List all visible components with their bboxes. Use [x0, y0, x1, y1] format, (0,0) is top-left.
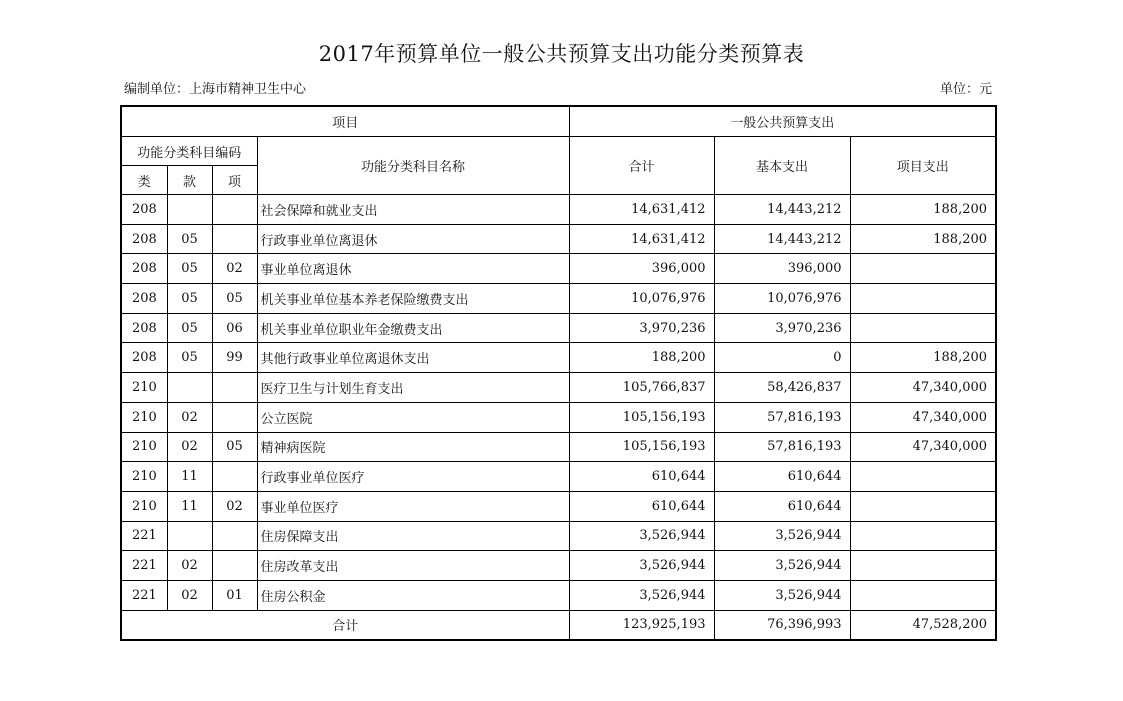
table-row: [121, 432, 996, 462]
cell-kuan: 05: [167, 313, 212, 343]
cell-project: 188,200: [850, 224, 996, 254]
cell-project: [850, 313, 996, 343]
cell-total: 105,156,193: [569, 402, 714, 432]
cell-lei: 210: [121, 491, 167, 521]
table-row: [121, 521, 996, 551]
cell-name: 医疗卫生与计划生育支出: [257, 373, 569, 403]
cell-name: 其他行政事业单位离退休支出: [257, 343, 569, 373]
cell-lei: 221: [121, 580, 167, 610]
cell-project: [850, 521, 996, 551]
cell-lei: 210: [121, 373, 167, 403]
cell-basic: 3,970,236: [714, 313, 850, 343]
cell-kuan: 05: [167, 343, 212, 373]
cell-kuan: 02: [167, 580, 212, 610]
table-row: [121, 224, 996, 254]
cell-lei: 208: [121, 224, 167, 254]
unit-label: 单位：元: [939, 82, 992, 97]
cell-xiang: 06: [212, 313, 257, 343]
cell-xiang: 02: [212, 254, 257, 284]
cell-lei: 208: [121, 195, 167, 225]
cell-name: 机关事业单位职业年金缴费支出: [257, 313, 569, 343]
cell-basic: 57,816,193: [714, 402, 850, 432]
cell-basic: 610,644: [714, 462, 850, 492]
cell-xiang: [212, 224, 257, 254]
cell-project: 188,200: [850, 343, 996, 373]
cell-xiang: [212, 402, 257, 432]
page-title: 2017年预算单位一般公共预算支出功能分类预算表: [318, 42, 805, 66]
cell-total: 105,766,837: [569, 373, 714, 403]
cell-name: 事业单位离退休: [257, 254, 569, 284]
cell-total: 610,644: [569, 491, 714, 521]
table-row: [121, 462, 996, 492]
cell-total: 610,644: [569, 462, 714, 492]
cell-name: 事业单位医疗: [257, 491, 569, 521]
cell-lei: 210: [121, 402, 167, 432]
cell-kuan: 05: [167, 284, 212, 314]
cell-lei: 208: [121, 254, 167, 284]
cell-basic: 14,443,212: [714, 224, 850, 254]
table-row: [121, 195, 996, 225]
cell-basic: 610,644: [714, 491, 850, 521]
cell-total: 3,526,944: [569, 580, 714, 610]
header-xiang: 项: [212, 166, 257, 195]
summary-basic: 76,396,993: [714, 610, 850, 640]
cell-xiang: [212, 373, 257, 403]
cell-project: 188,200: [850, 195, 996, 225]
cell-project: [850, 551, 996, 581]
cell-name: 行政事业单位医疗: [257, 462, 569, 492]
cell-kuan: 05: [167, 224, 212, 254]
table-body: [121, 195, 996, 611]
cell-project: 47,340,000: [850, 432, 996, 462]
cell-basic: 3,526,944: [714, 521, 850, 551]
cell-total: 14,631,412: [569, 224, 714, 254]
cell-basic: 10,076,976: [714, 284, 850, 314]
cell-project: 47,340,000: [850, 373, 996, 403]
table-row: [121, 284, 996, 314]
header-project-exp: 项目支出: [850, 137, 996, 195]
cell-xiang: [212, 462, 257, 492]
table-row: [121, 373, 996, 403]
cell-lei: 208: [121, 284, 167, 314]
table-row: [121, 313, 996, 343]
cell-project: [850, 284, 996, 314]
cell-project: [850, 254, 996, 284]
summary-project: 47,528,200: [850, 610, 996, 640]
cell-name: 机关事业单位基本养老保险缴费支出: [257, 284, 569, 314]
cell-kuan: 11: [167, 462, 212, 492]
cell-project: 47,340,000: [850, 402, 996, 432]
cell-name: 住房改革支出: [257, 551, 569, 581]
cell-xiang: [212, 551, 257, 581]
cell-name: 行政事业单位离退休: [257, 224, 569, 254]
cell-total: 396,000: [569, 254, 714, 284]
header-general-budget: 一般公共预算支出: [569, 106, 996, 137]
cell-project: [850, 462, 996, 492]
cell-total: 105,156,193: [569, 432, 714, 462]
cell-basic: 3,526,944: [714, 580, 850, 610]
header-basic: 基本支出: [714, 137, 850, 195]
org-label: 编制单位：上海市精神卫生中心: [124, 82, 307, 97]
cell-project: [850, 580, 996, 610]
cell-total: 10,076,976: [569, 284, 714, 314]
cell-total: 3,526,944: [569, 551, 714, 581]
table-row: [121, 491, 996, 521]
header-total: 合计: [569, 137, 714, 195]
cell-xiang: 01: [212, 580, 257, 610]
cell-kuan: 11: [167, 491, 212, 521]
cell-lei: 208: [121, 313, 167, 343]
cell-lei: 210: [121, 432, 167, 462]
summary-total: 123,925,193: [569, 610, 714, 640]
cell-kuan: [167, 373, 212, 403]
cell-lei: 221: [121, 521, 167, 551]
cell-kuan: 02: [167, 402, 212, 432]
cell-total: 3,970,236: [569, 313, 714, 343]
cell-xiang: 02: [212, 491, 257, 521]
cell-name: 精神病医院: [257, 432, 569, 462]
table-row: [121, 343, 996, 373]
cell-basic: 396,000: [714, 254, 850, 284]
cell-xiang: 99: [212, 343, 257, 373]
cell-kuan: [167, 521, 212, 551]
cell-total: 14,631,412: [569, 195, 714, 225]
table-row: [121, 551, 996, 581]
summary-label: 合计: [121, 610, 569, 640]
cell-xiang: [212, 521, 257, 551]
cell-total: 3,526,944: [569, 521, 714, 551]
cell-kuan: [167, 195, 212, 225]
cell-xiang: [212, 195, 257, 225]
cell-xiang: 05: [212, 432, 257, 462]
cell-name: 住房保障支出: [257, 521, 569, 551]
cell-kuan: 05: [167, 254, 212, 284]
header-name: 功能分类科目名称: [257, 137, 569, 195]
cell-name: 住房公积金: [257, 580, 569, 610]
header-code-group: 功能分类科目编码: [121, 137, 257, 166]
cell-basic: 14,443,212: [714, 195, 850, 225]
header-kuan: 款: [167, 166, 212, 195]
table-row: [121, 580, 996, 610]
header-lei: 类: [121, 166, 167, 195]
cell-basic: 58,426,837: [714, 373, 850, 403]
table-row: [121, 402, 996, 432]
cell-lei: 221: [121, 551, 167, 581]
cell-basic: 3,526,944: [714, 551, 850, 581]
budget-table: [120, 105, 997, 641]
table-row: [121, 254, 996, 284]
cell-total: 188,200: [569, 343, 714, 373]
cell-basic: 57,816,193: [714, 432, 850, 462]
cell-project: [850, 491, 996, 521]
cell-name: 社会保障和就业支出: [257, 195, 569, 225]
cell-basic: 0: [714, 343, 850, 373]
cell-kuan: 02: [167, 432, 212, 462]
cell-xiang: 05: [212, 284, 257, 314]
header-project: 项目: [121, 106, 569, 137]
cell-name: 公立医院: [257, 402, 569, 432]
cell-lei: 208: [121, 343, 167, 373]
cell-lei: 210: [121, 462, 167, 492]
cell-kuan: 02: [167, 551, 212, 581]
